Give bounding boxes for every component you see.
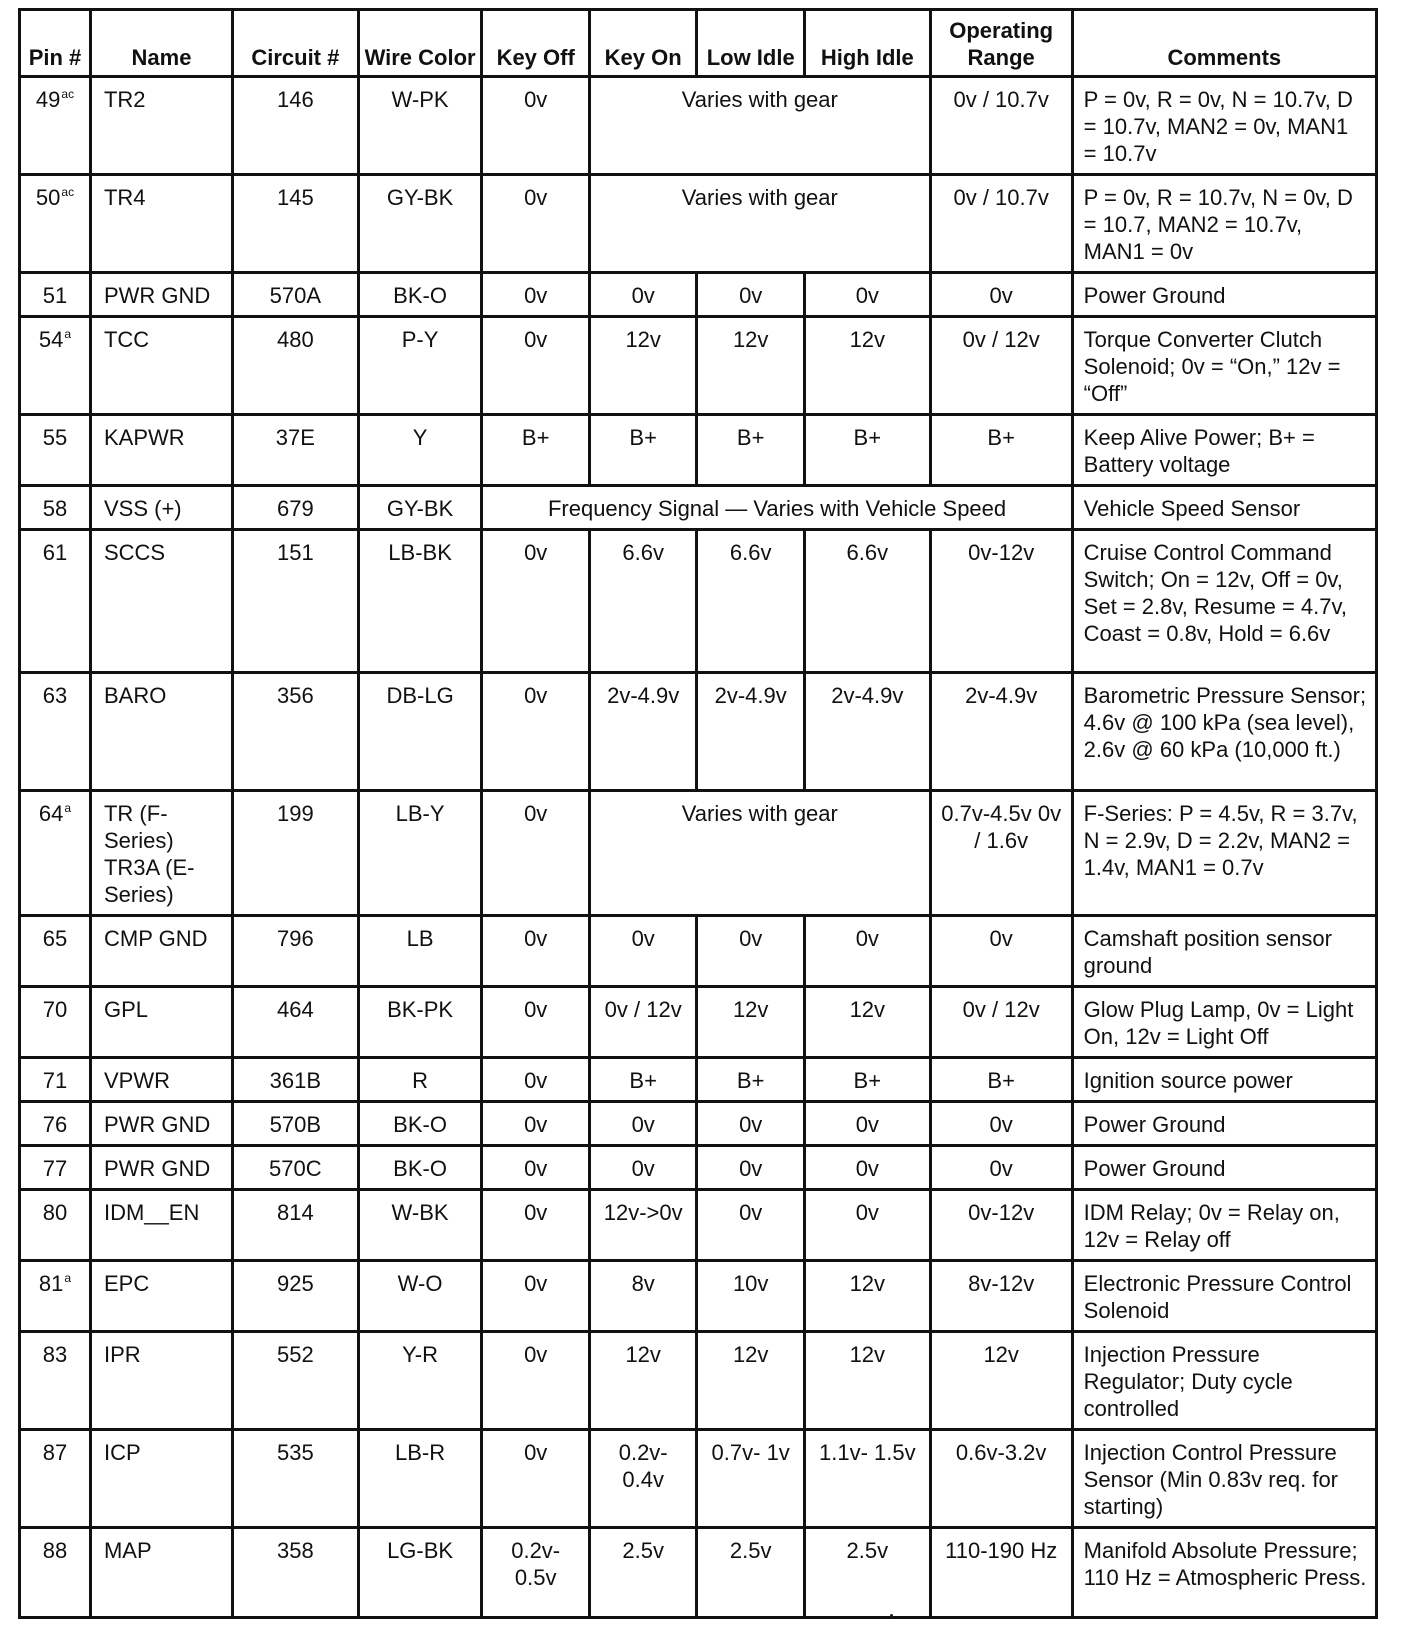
pin-cell: [20, 791, 91, 916]
table-row: [20, 317, 1377, 415]
pin-footnote: a: [64, 327, 72, 341]
pin-number: 55: [42, 425, 68, 450]
pin-number: 88: [42, 1538, 68, 1563]
operating-range-cell: B+: [930, 1058, 1072, 1102]
pin-number: 49: [35, 87, 61, 112]
header-key-on: Key On: [589, 10, 697, 77]
operating-range-cell: 0.6v-3.2v: [930, 1430, 1072, 1528]
circuit-cell: 199: [232, 791, 358, 916]
low-idle-cell: 10v: [697, 1261, 805, 1332]
table-row: [20, 1146, 1377, 1190]
wire-color-cell: R: [358, 1058, 482, 1102]
pin-number: 50: [35, 185, 61, 210]
pin-number: 61: [42, 540, 68, 565]
pin-number: 83: [42, 1342, 68, 1367]
table-row: [20, 1332, 1377, 1430]
circuit-cell: 552: [232, 1332, 358, 1430]
pin-cell: [20, 175, 91, 273]
name-cell: MAP: [90, 1528, 232, 1618]
high-idle-cell: 2.5v: [804, 1528, 930, 1618]
key-off-cell: 0v: [482, 673, 590, 791]
low-idle-cell: 12v: [697, 987, 805, 1058]
operating-range-cell: 0v-12v: [930, 1190, 1072, 1261]
pin-footnote: ac: [61, 87, 75, 101]
operating-range-cell: 0v / 12v: [930, 317, 1072, 415]
high-idle-cell: 0v: [804, 1146, 930, 1190]
pin-cell: [20, 1528, 91, 1618]
key-on-cell: 2.5v: [589, 1528, 697, 1618]
key-on-cell: 6.6v: [589, 530, 697, 673]
wire-color-cell: LG-BK: [358, 1528, 482, 1618]
table-row: [20, 1528, 1377, 1618]
table-row: [20, 987, 1377, 1058]
high-idle-cell: 12v: [804, 1261, 930, 1332]
comments-cell: Camshaft position sensor ground: [1072, 916, 1376, 987]
varies-with-gear-cell: Varies with gear: [589, 77, 930, 175]
circuit-cell: 535: [232, 1430, 358, 1528]
header-operating-range: Operating Range: [930, 10, 1072, 77]
comments-cell: Manifold Absolute Pressure; 110 Hz = Atmospheric Press.: [1072, 1528, 1376, 1618]
circuit-cell: 37E: [232, 415, 358, 486]
header-pin: Pin #: [20, 10, 91, 77]
comments-cell: Cruise Control Command Switch; On = 12v, Off = 0v, Set = 2.8v, Resume = 4.7v, Coast = 0.8v, Hold = 6.6v: [1072, 530, 1376, 673]
operating-range-cell: 110-190 Hz: [930, 1528, 1072, 1618]
low-idle-cell: B+: [697, 415, 805, 486]
table-row: [20, 77, 1377, 175]
name-cell: SCCS: [90, 530, 232, 673]
name-cell: TR (F-Series) TR3A (E-Series): [90, 791, 232, 916]
circuit-cell: 679: [232, 486, 358, 530]
wire-color-cell: W-O: [358, 1261, 482, 1332]
name-cell: BARO: [90, 673, 232, 791]
operating-range-cell: 0v / 10.7v: [930, 77, 1072, 175]
wire-color-cell: W-BK: [358, 1190, 482, 1261]
comments-cell: Injection Pressure Regulator; Duty cycle controlled: [1072, 1332, 1376, 1430]
header-name: Name: [90, 10, 232, 77]
frequency-signal-cell: Frequency Signal — Varies with Vehicle Speed: [482, 486, 1072, 530]
key-off-cell: 0v: [482, 1146, 590, 1190]
comments-cell: Torque Converter Clutch Solenoid; 0v = “On,” 12v = “Off”: [1072, 317, 1376, 415]
key-on-cell: 0v: [589, 1146, 697, 1190]
comments-cell: IDM Relay; 0v = Relay on, 12v = Relay off: [1072, 1190, 1376, 1261]
name-cell: GPL: [90, 987, 232, 1058]
table-row: [20, 1102, 1377, 1146]
circuit-cell: 361B: [232, 1058, 358, 1102]
low-idle-cell: 2.5v: [697, 1528, 805, 1618]
table-row: [20, 791, 1377, 916]
key-on-cell: B+: [589, 1058, 697, 1102]
pin-number: 64: [38, 801, 64, 826]
pin-number: 65: [42, 926, 68, 951]
pin-footnote: a: [64, 1271, 72, 1285]
header-high-idle: High Idle: [804, 10, 930, 77]
high-idle-cell: 0v: [804, 273, 930, 317]
key-on-cell: 0v: [589, 273, 697, 317]
circuit-cell: 358: [232, 1528, 358, 1618]
low-idle-cell: 12v: [697, 1332, 805, 1430]
key-on-cell: 12v: [589, 1332, 697, 1430]
name-cell: EPC: [90, 1261, 232, 1332]
pin-cell: [20, 77, 91, 175]
circuit-cell: 356: [232, 673, 358, 791]
circuit-cell: 925: [232, 1261, 358, 1332]
table-row: [20, 175, 1377, 273]
pin-cell: [20, 916, 91, 987]
pin-cell: [20, 530, 91, 673]
comments-cell: P = 0v, R = 0v, N = 10.7v, D = 10.7v, MAN2 = 0v, MAN1 = 10.7v: [1072, 77, 1376, 175]
wire-color-cell: LB-Y: [358, 791, 482, 916]
operating-range-cell: 0v: [930, 1102, 1072, 1146]
pin-footnote: a: [64, 801, 72, 815]
high-idle-cell: 2v-4.9v: [804, 673, 930, 791]
comments-cell: Power Ground: [1072, 1146, 1376, 1190]
high-idle-cell: 0v: [804, 1190, 930, 1261]
circuit-cell: 796: [232, 916, 358, 987]
table-row: [20, 1058, 1377, 1102]
comments-cell: Keep Alive Power; B+ = Battery voltage: [1072, 415, 1376, 486]
high-idle-cell: B+: [804, 415, 930, 486]
circuit-cell: 480: [232, 317, 358, 415]
comments-cell: Power Ground: [1072, 273, 1376, 317]
high-idle-cell: 0v: [804, 916, 930, 987]
header-key-off: Key Off: [482, 10, 590, 77]
wire-color-cell: LB: [358, 916, 482, 987]
comments-cell: P = 0v, R = 10.7v, N = 0v, D = 10.7, MAN2 = 10.7v, MAN1 = 0v: [1072, 175, 1376, 273]
key-off-cell: 0v: [482, 791, 590, 916]
operating-range-cell: 12v: [930, 1332, 1072, 1430]
name-cell: TR4: [90, 175, 232, 273]
operating-range-cell: 8v-12v: [930, 1261, 1072, 1332]
operating-range-cell: 0v-12v: [930, 530, 1072, 673]
key-off-cell: 0.2v- 0.5v: [482, 1528, 590, 1618]
pin-table: [18, 8, 1378, 1619]
table-row: [20, 415, 1377, 486]
wire-color-cell: BK-O: [358, 1146, 482, 1190]
key-off-cell: 0v: [482, 1332, 590, 1430]
circuit-cell: 570B: [232, 1102, 358, 1146]
key-off-cell: 0v: [482, 175, 590, 273]
pin-footnote: ac: [61, 185, 75, 199]
pin-cell: [20, 317, 91, 415]
key-off-cell: 0v: [482, 1261, 590, 1332]
wire-color-cell: BK-O: [358, 1102, 482, 1146]
table-row: [20, 273, 1377, 317]
operating-range-cell: 0v: [930, 273, 1072, 317]
high-idle-cell: B+: [804, 1058, 930, 1102]
key-off-cell: 0v: [482, 916, 590, 987]
low-idle-cell: 0.7v- 1v: [697, 1430, 805, 1528]
wire-color-cell: W-PK: [358, 77, 482, 175]
name-cell: TR2: [90, 77, 232, 175]
pin-number: 71: [42, 1068, 68, 1093]
operating-range-cell: 0v: [930, 1146, 1072, 1190]
header-row: [20, 10, 1377, 77]
key-on-cell: 8v: [589, 1261, 697, 1332]
stray-mark: [890, 1614, 893, 1617]
comments-cell: Ignition source power: [1072, 1058, 1376, 1102]
pin-number: 80: [42, 1200, 68, 1225]
pin-number: 70: [42, 997, 68, 1022]
key-off-cell: 0v: [482, 317, 590, 415]
pin-cell: [20, 486, 91, 530]
pin-cell: [20, 1430, 91, 1528]
low-idle-cell: 0v: [697, 273, 805, 317]
key-on-cell: 0v: [589, 1102, 697, 1146]
key-off-cell: 0v: [482, 273, 590, 317]
table-row: [20, 486, 1377, 530]
wire-color-cell: BK-O: [358, 273, 482, 317]
name-cell: VSS (+): [90, 486, 232, 530]
key-off-cell: 0v: [482, 1190, 590, 1261]
table-row: [20, 1261, 1377, 1332]
circuit-cell: 570C: [232, 1146, 358, 1190]
pin-cell: [20, 1146, 91, 1190]
pin-cell: [20, 1058, 91, 1102]
low-idle-cell: 6.6v: [697, 530, 805, 673]
wire-color-cell: P-Y: [358, 317, 482, 415]
low-idle-cell: 0v: [697, 1146, 805, 1190]
pin-number: 58: [42, 496, 68, 521]
high-idle-cell: 12v: [804, 1332, 930, 1430]
pin-cell: [20, 1261, 91, 1332]
wire-color-cell: GY-BK: [358, 175, 482, 273]
pin-number: 63: [42, 683, 68, 708]
table-row: [20, 1190, 1377, 1261]
name-cell: TCC: [90, 317, 232, 415]
wire-color-cell: DB-LG: [358, 673, 482, 791]
table-row: [20, 673, 1377, 791]
key-off-cell: 0v: [482, 1102, 590, 1146]
pin-cell: [20, 1332, 91, 1430]
operating-range-cell: 0.7v-4.5v 0v / 1.6v: [930, 791, 1072, 916]
name-cell: PWR GND: [90, 273, 232, 317]
operating-range-cell: 2v-4.9v: [930, 673, 1072, 791]
key-on-cell: 2v-4.9v: [589, 673, 697, 791]
name-cell: VPWR: [90, 1058, 232, 1102]
circuit-cell: 145: [232, 175, 358, 273]
comments-cell: Power Ground: [1072, 1102, 1376, 1146]
varies-with-gear-cell: Varies with gear: [589, 791, 930, 916]
comments-cell: Electronic Pressure Control Solenoid: [1072, 1261, 1376, 1332]
name-cell: CMP GND: [90, 916, 232, 987]
low-idle-cell: B+: [697, 1058, 805, 1102]
name-cell: PWR GND: [90, 1146, 232, 1190]
wire-color-cell: LB-BK: [358, 530, 482, 673]
high-idle-cell: 1.1v- 1.5v: [804, 1430, 930, 1528]
pin-cell: [20, 987, 91, 1058]
pin-cell: [20, 673, 91, 791]
key-on-cell: 0v: [589, 916, 697, 987]
pin-number: 77: [42, 1156, 68, 1181]
pin-number: 76: [42, 1112, 68, 1137]
header-comments: Comments: [1072, 10, 1376, 77]
operating-range-cell: B+: [930, 415, 1072, 486]
key-off-cell: 0v: [482, 530, 590, 673]
key-on-cell: 0.2v- 0.4v: [589, 1430, 697, 1528]
comments-cell: Vehicle Speed Sensor: [1072, 486, 1376, 530]
low-idle-cell: 12v: [697, 317, 805, 415]
circuit-cell: 814: [232, 1190, 358, 1261]
key-off-cell: 0v: [482, 987, 590, 1058]
header-low-idle: Low Idle: [697, 10, 805, 77]
name-cell: PWR GND: [90, 1102, 232, 1146]
comments-cell: Glow Plug Lamp, 0v = Light On, 12v = Light Off: [1072, 987, 1376, 1058]
wire-color-cell: Y: [358, 415, 482, 486]
pin-number: 81: [38, 1271, 64, 1296]
pin-cell: [20, 415, 91, 486]
low-idle-cell: 0v: [697, 1190, 805, 1261]
comments-cell: Barometric Pressure Sensor; 4.6v @ 100 kPa (sea level), 2.6v @ 60 kPa (10,000 ft.): [1072, 673, 1376, 791]
name-cell: IPR: [90, 1332, 232, 1430]
wire-color-cell: GY-BK: [358, 486, 482, 530]
high-idle-cell: 0v: [804, 1102, 930, 1146]
operating-range-cell: 0v / 12v: [930, 987, 1072, 1058]
key-off-cell: 0v: [482, 1430, 590, 1528]
circuit-cell: 151: [232, 530, 358, 673]
high-idle-cell: 6.6v: [804, 530, 930, 673]
pin-cell: [20, 1190, 91, 1261]
pin-number: 87: [42, 1440, 68, 1465]
circuit-cell: 464: [232, 987, 358, 1058]
comments-cell: F-Series: P = 4.5v, R = 3.7v, N = 2.9v, D = 2.2v, MAN2 = 1.4v, MAN1 = 0.7v: [1072, 791, 1376, 916]
varies-with-gear-cell: Varies with gear: [589, 175, 930, 273]
key-off-cell: B+: [482, 415, 590, 486]
header-circuit: Circuit #: [232, 10, 358, 77]
table-row: [20, 916, 1377, 987]
circuit-cell: 146: [232, 77, 358, 175]
name-cell: ICP: [90, 1430, 232, 1528]
wire-color-cell: Y-R: [358, 1332, 482, 1430]
name-cell: IDM__EN: [90, 1190, 232, 1261]
key-on-cell: 12v: [589, 317, 697, 415]
pin-cell: [20, 273, 91, 317]
comments-cell: Injection Control Pressure Sensor (Min 0.83v req. for starting): [1072, 1430, 1376, 1528]
high-idle-cell: 12v: [804, 987, 930, 1058]
wire-color-cell: LB-R: [358, 1430, 482, 1528]
low-idle-cell: 2v-4.9v: [697, 673, 805, 791]
table-row: [20, 530, 1377, 673]
low-idle-cell: 0v: [697, 1102, 805, 1146]
key-on-cell: B+: [589, 415, 697, 486]
key-on-cell: 0v / 12v: [589, 987, 697, 1058]
high-idle-cell: 12v: [804, 317, 930, 415]
pin-number: 51: [42, 283, 68, 308]
pin-number: 54: [38, 327, 64, 352]
key-off-cell: 0v: [482, 77, 590, 175]
operating-range-cell: 0v / 10.7v: [930, 175, 1072, 273]
header-wire-color: Wire Color: [358, 10, 482, 77]
key-off-cell: 0v: [482, 1058, 590, 1102]
name-cell: KAPWR: [90, 415, 232, 486]
pin-cell: [20, 1102, 91, 1146]
wire-color-cell: BK-PK: [358, 987, 482, 1058]
table-row: [20, 1430, 1377, 1528]
circuit-cell: 570A: [232, 273, 358, 317]
key-on-cell: 12v->0v: [589, 1190, 697, 1261]
operating-range-cell: 0v: [930, 916, 1072, 987]
low-idle-cell: 0v: [697, 916, 805, 987]
